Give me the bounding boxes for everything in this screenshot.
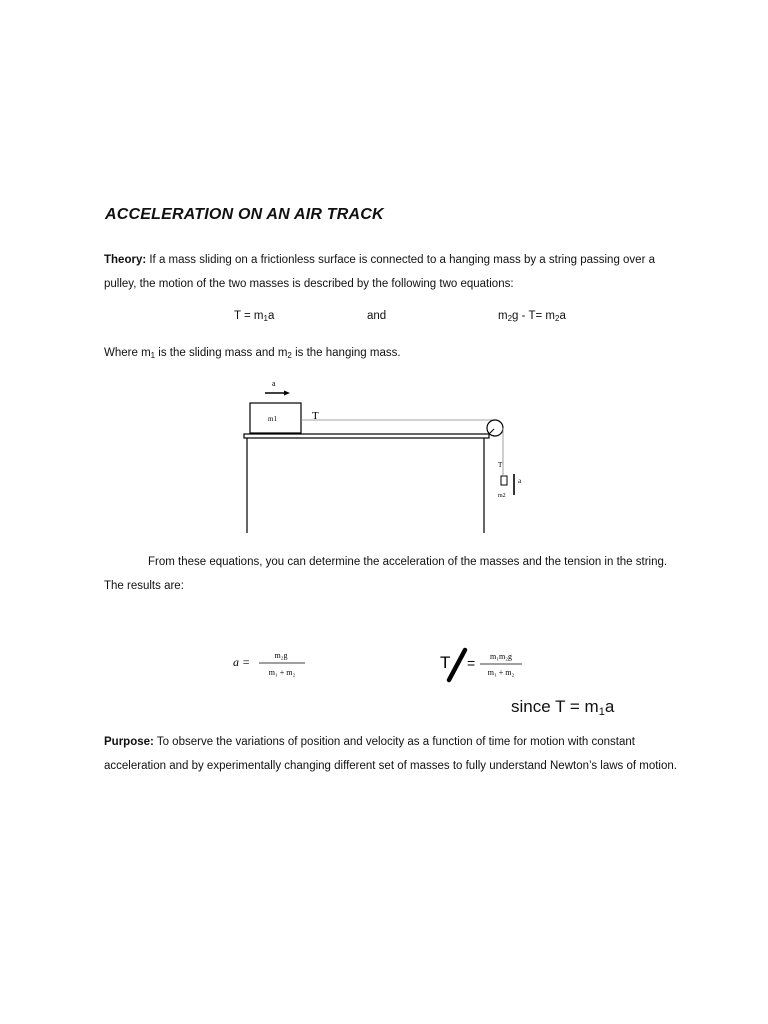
table-top — [244, 434, 489, 438]
formula-tension — [438, 644, 528, 686]
formula-acceleration — [230, 648, 315, 680]
theory-paragraph — [104, 248, 684, 296]
hanging-accel-label: a — [518, 477, 522, 485]
accel-label: a — [272, 379, 276, 388]
tension-label-2: T — [498, 461, 503, 469]
hanging-mass-m2 — [501, 476, 507, 485]
purpose-text: To observe the variations of position and velocity as a function of time for motion with constant acceleration and by experimentally changing different set of masses to fully understand Newton’s laws of motion. — [104, 736, 677, 772]
svg-text:m₁ + m₂: m₁ + m₂ — [268, 668, 296, 677]
svg-text:T: T — [440, 653, 451, 672]
purpose-label: Purpose: — [104, 736, 154, 748]
m2-label: m2 — [498, 493, 506, 499]
tension-label: T — [312, 410, 319, 422]
svg-text:m₁m₂g: m₁m₂g — [489, 652, 513, 661]
svg-text:a =: a = — [233, 655, 251, 669]
svg-text:=: = — [467, 655, 476, 671]
theory-text: If a mass sliding on a frictionless surface is connected to a hanging mass by a string passing over a pulley, the motion of the two masses is described by the following two equations: — [104, 254, 655, 290]
purpose-paragraph — [104, 730, 684, 778]
page-title: ACCELERATION ON AN AIR TRACK — [105, 206, 384, 223]
equation-1: $T = m_1a$ — [234, 310, 275, 323]
equation-2: $m_2g - T= m_2a$ — [498, 310, 566, 323]
svg-text:m₂g: m₂g — [274, 651, 288, 660]
accel-arrowhead — [284, 391, 290, 396]
m1-label: m1 — [268, 415, 277, 423]
since-note: since $T = m_1a$ — [511, 697, 615, 718]
strike-slash — [449, 650, 465, 680]
theory-label: Theory: — [104, 254, 147, 266]
svg-text:m₁ + m₂: m₁ + m₂ — [487, 668, 515, 677]
results-paragraph: From these equations, you can determine the acceleration of the masses and the tension in the string. The results are: — [104, 556, 668, 592]
where-sentence: Where $m_1$ is the sliding mass and $m_2$ is the hanging mass. — [104, 347, 401, 360]
air-track-diagram — [235, 374, 535, 539]
equation-and: and — [367, 310, 387, 322]
